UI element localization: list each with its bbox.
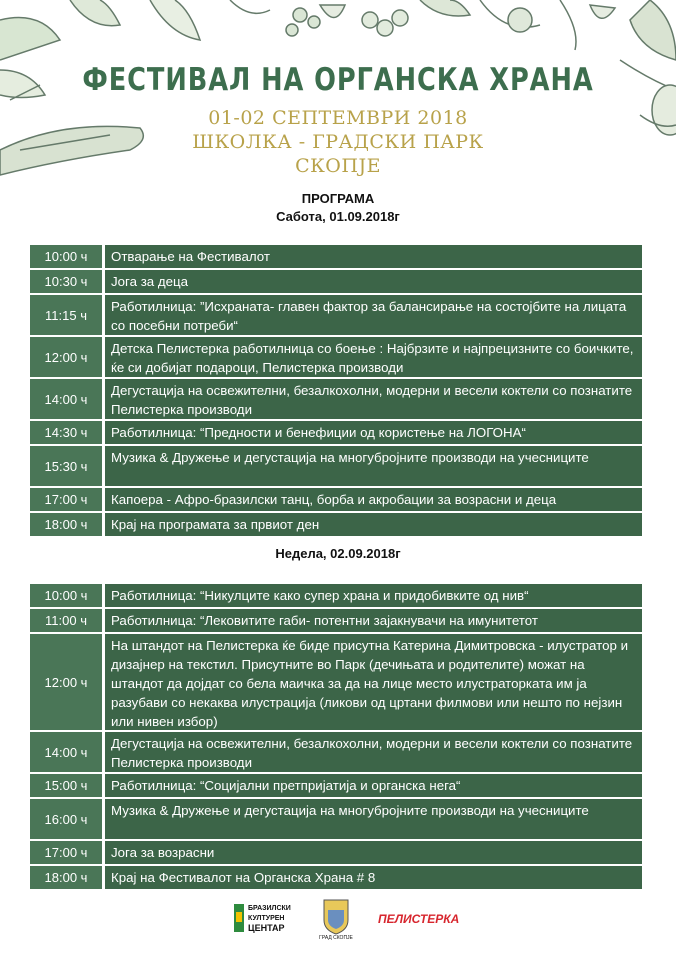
schedule-row: [30, 446, 642, 486]
event-cell: Работилница: “Лековитите габи- потентни зајакнувачи на имунитетот: [105, 609, 642, 632]
time-cell: 17:00 ч: [30, 841, 102, 864]
time-cell: 16:00 ч: [30, 799, 102, 839]
festival-dates: 01-02 СЕПТЕМВРИ 2018: [208, 107, 468, 129]
event-cell: Дегустација на освежителни, безалкохолни, модерни и весели коктели со познатите Пелистерка производи: [105, 379, 642, 419]
event-cell: Отварање на Фестивалот: [105, 245, 642, 268]
event-cell: Дегустација на освежителни, безалкохолни, модерни и весели коктели со познатите Пелистерка производи: [105, 732, 642, 772]
event-cell: Работилница: “Социјални претпријатија и органска нега“: [105, 774, 642, 797]
schedule-row: [30, 513, 642, 536]
day2-schedule: [30, 584, 642, 891]
schedule-row: [30, 295, 642, 335]
festival-venue: ШКОЛКА - ГРАДСКИ ПАРК: [192, 131, 484, 153]
event-cell: Детска Пелистерка работилница со боење : Најбрзите и најпрецизните со боичките, ќе си добијат подароци, Пелистерка производи: [105, 337, 642, 377]
day2-heading: Недела, 02.09.2018г: [275, 546, 401, 561]
event-cell: Музика & Дружење и дегустација на многубројните производи на учесниците: [105, 799, 642, 839]
event-cell: На штандот на Пелистерка ќе биде присутна Катерина Димитровска - илустратор и дизајнер на текстил. Присутните во Парк (дечињата и родителите) можат на штандот да дојдат со бела маичка за да на лице место илустраторката им ја разубави со некаква илустрација (ликови од цртани филмови или нешто по нејзин или нивен избор): [105, 634, 642, 730]
time-cell: 14:00 ч: [30, 732, 102, 772]
svg-text:КУЛТУРЕН: КУЛТУРЕН: [248, 915, 285, 922]
event-cell: Крај на програмата за првиот ден: [105, 513, 642, 536]
time-cell: 18:00 ч: [30, 513, 102, 536]
event-cell: Јога за деца: [105, 270, 642, 293]
event-cell: Јога за возрасни: [105, 841, 642, 864]
schedule-row: [30, 634, 642, 730]
schedule-row: [30, 841, 642, 864]
schedule-row: [30, 379, 642, 419]
day1-heading: Сабота, 01.09.2018г: [276, 209, 400, 224]
sponsor-logos: [0, 898, 676, 948]
schedule-row: [30, 732, 642, 772]
time-cell: 10:00 ч: [30, 245, 102, 268]
event-cell: Крај на Фестивалот на Органска Храна # 8: [105, 866, 642, 889]
event-cell: Работилница: “Предности и бенефиции од користење на ЛОГОНА“: [105, 421, 642, 444]
time-cell: 11:15 ч: [30, 295, 102, 335]
brazil-cultural-center-logo: [232, 898, 291, 942]
event-cell: Работилница: ”Исхраната- главен фактор за балансирање на состојбите на лицата со посебни потреби“: [105, 295, 642, 335]
schedule-row: [30, 488, 642, 511]
time-cell: 17:00 ч: [30, 488, 102, 511]
svg-text:ЦЕНТАР: ЦЕНТАР: [248, 923, 285, 933]
schedule-row: [30, 866, 642, 889]
schedule-row: [30, 609, 642, 632]
time-cell: 14:30 ч: [30, 421, 102, 444]
time-cell: 11:00 ч: [30, 609, 102, 632]
city-skopje-crest: [318, 896, 354, 940]
svg-text:ПЕЛИСТЕРКА: ПЕЛИСТЕРКА: [378, 912, 460, 926]
pelisterka-logo: [378, 910, 460, 928]
time-cell: 15:00 ч: [30, 774, 102, 797]
schedule-row: [30, 270, 642, 293]
schedule-row: [30, 337, 642, 377]
time-cell: 12:00 ч: [30, 634, 102, 730]
svg-text:ГРАД СКОПЈЕ: ГРАД СКОПЈЕ: [319, 935, 353, 941]
time-cell: 18:00 ч: [30, 866, 102, 889]
festival-city: СКОПЈЕ: [295, 155, 381, 177]
event-cell: Музика & Дружење и дегустација на многубројните производи на учесниците: [105, 446, 642, 486]
schedule-row: [30, 799, 642, 839]
day1-schedule: [30, 245, 642, 538]
time-cell: 10:30 ч: [30, 270, 102, 293]
festival-title: ФЕСТИВАЛ НА ОРГАНСКА ХРАНА: [82, 62, 594, 98]
event-cell: Работилница: “Никулците како супер храна и придобивките од нив“: [105, 584, 642, 607]
time-cell: 15:30 ч: [30, 446, 102, 486]
schedule-row: [30, 584, 642, 607]
schedule-row: [30, 421, 642, 444]
event-cell: Капоера - Афро-бразилски танц, борба и акробации за возрасни и деца: [105, 488, 642, 511]
schedule-row: [30, 245, 642, 268]
time-cell: 14:00 ч: [30, 379, 102, 419]
time-cell: 10:00 ч: [30, 584, 102, 607]
time-cell: 12:00 ч: [30, 337, 102, 377]
schedule-row: [30, 774, 642, 797]
program-heading: ПРОГРАМА: [301, 191, 375, 206]
svg-text:БРАЗИЛСКИ: БРАЗИЛСКИ: [248, 905, 291, 912]
